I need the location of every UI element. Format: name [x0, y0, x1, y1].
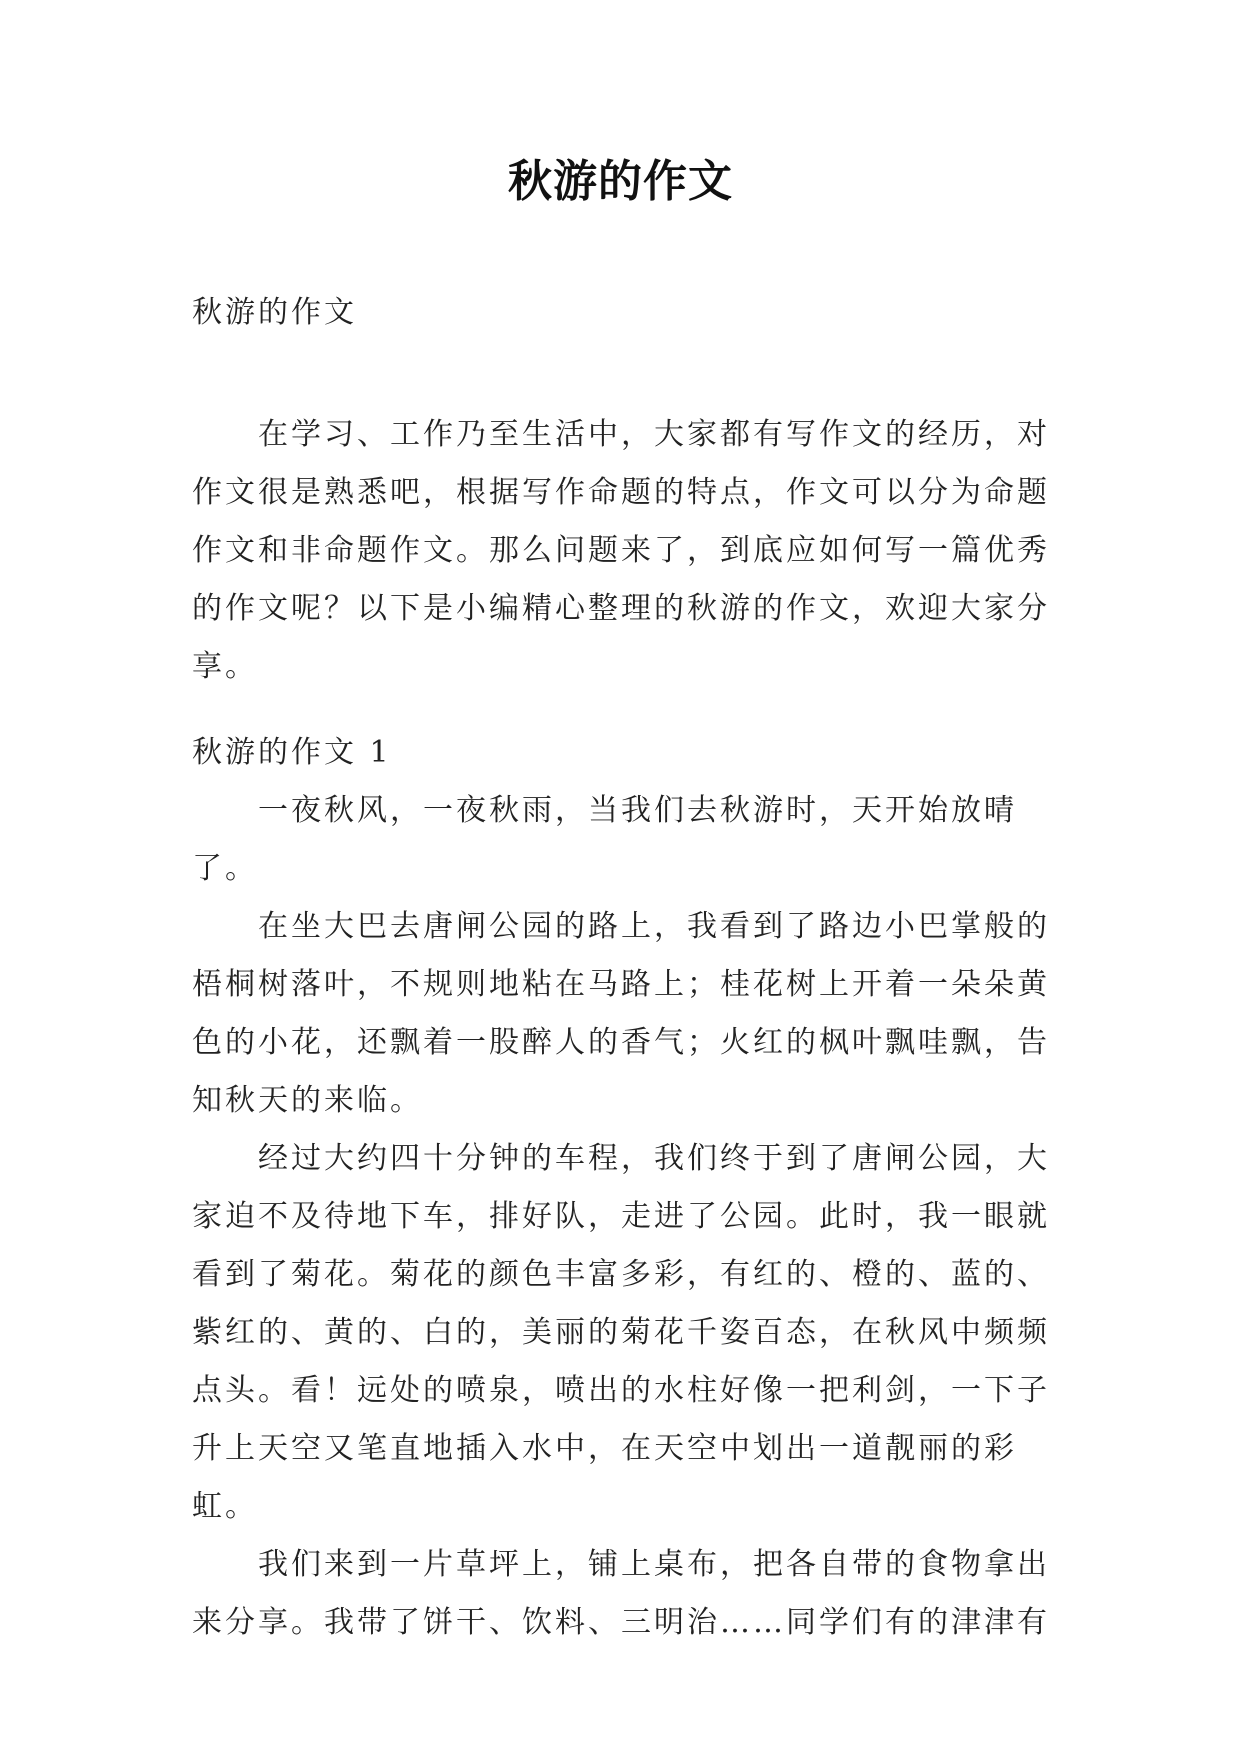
subtitle-text: 秋游的作文: [192, 295, 357, 330]
section-heading: 秋游的作文 1: [192, 735, 392, 770]
intro-paragraph: [192, 406, 1052, 696]
essay-paragraph-1: 一夜秋风，一夜秋雨，当我们去秋游时，天开始放晴了。: [192, 793, 1017, 886]
essay-paragraph-4: 我们来到一片草坪上，铺上桌布，把各自带的食物拿出来分享。我带了饼干、饮料、三明治……同学们有的津津有: [192, 1547, 1050, 1640]
essay-section-1: [192, 724, 1052, 1652]
document-title: 秋游的作文: [508, 156, 733, 207]
essay-paragraph-2: 在坐大巴去唐闸公园的路上，我看到了路边小巴掌般的梧桐树落叶，不规则地粘在马路上；桂花树上开着一朵朵黄色的小花，还飘着一股醉人的香气；火红的枫叶飘哇飘，告知秋天的来临。: [192, 909, 1050, 1118]
intro-text: 在学习、工作乃至生活中，大家都有写作文的经历，对作文很是熟悉吧，根据写作命题的特点，作文可以分为命题作文和非命题作文。那么问题来了，到底应如何写一篇优秀的作文呢？以下是小编精心整理的秋游的作文，欢迎大家分享。: [192, 417, 1050, 684]
document-subtitle: [192, 284, 1052, 342]
essay-paragraph-3: 经过大约四十分钟的车程，我们终于到了唐闸公园，大家迫不及待地下车，排好队，走进了公园。此时，我一眼就看到了菊花。菊花的颜色丰富多彩，有红的、橙的、蓝的、紫红的、黄的、白的，美丽的菊花千姿百态，在秋风中频频点头。看！远处的喷泉，喷出的水柱好像一把利剑，一下子升上天空又笔直地插入水中，在天空中划出一道靓丽的彩虹。: [192, 1141, 1050, 1524]
